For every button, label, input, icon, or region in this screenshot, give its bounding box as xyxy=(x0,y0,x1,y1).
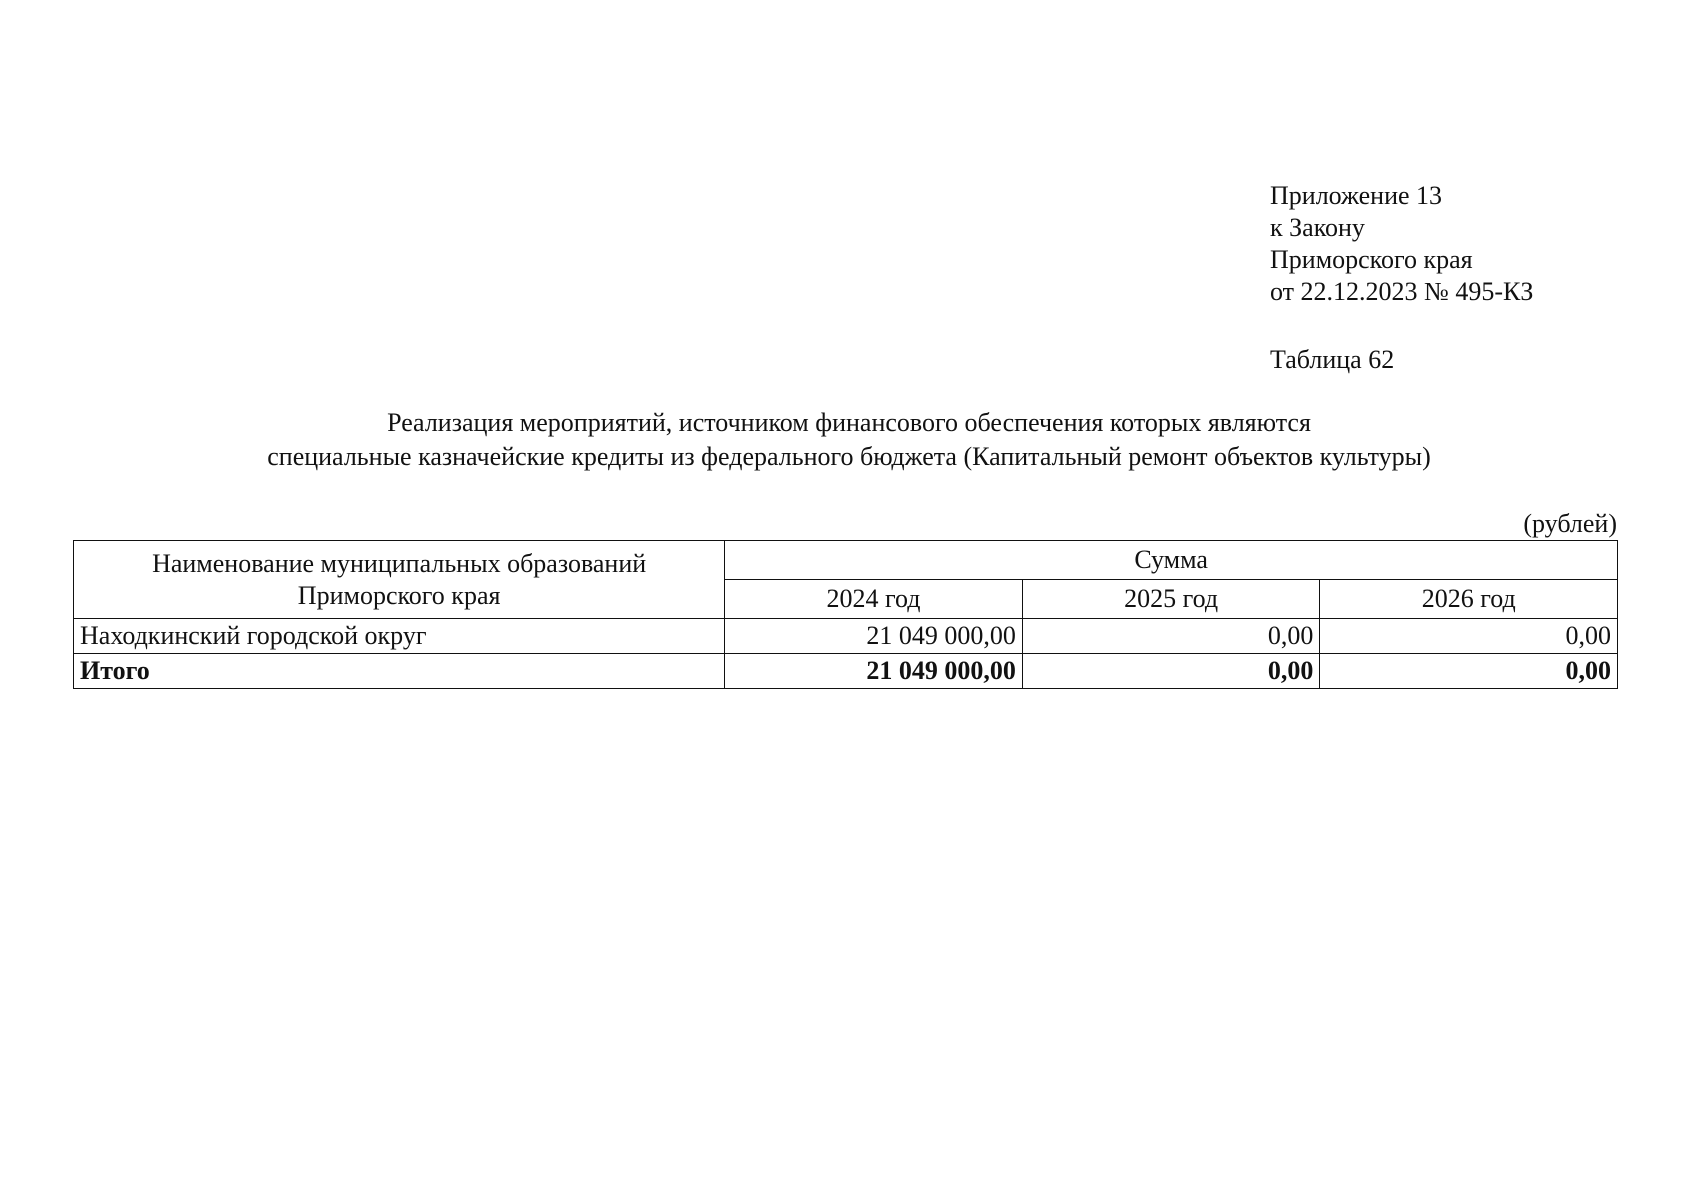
table-row xyxy=(74,619,1618,654)
column-header-year: 2026 год xyxy=(1320,580,1618,619)
total-row xyxy=(74,654,1618,689)
budget-table xyxy=(73,540,1618,689)
table-header-row xyxy=(74,541,1618,580)
total-amount-cell: 0,00 xyxy=(1022,654,1320,689)
amount-cell: 21 049 000,00 xyxy=(725,619,1023,654)
title-line: специальные казначейские кредиты из федерального бюджета (Капитальный ремонт объектов культуры) xyxy=(267,442,1431,471)
total-amount-cell: 0,00 xyxy=(1320,654,1618,689)
table-number: Таблица 62 xyxy=(1270,345,1395,374)
total-label-cell: Итого xyxy=(74,654,725,689)
amount-cell: 0,00 xyxy=(1022,619,1320,654)
total-amount-cell: 21 049 000,00 xyxy=(725,654,1023,689)
appendix-line: к Закону xyxy=(1270,213,1365,242)
appendix-line: Приложение 13 xyxy=(1270,181,1443,210)
document-title xyxy=(0,406,1698,474)
column-header-sum: Сумма xyxy=(725,541,1618,580)
units-label: (рублей) xyxy=(1523,509,1617,538)
municipality-name-cell: Находкинский городской округ xyxy=(74,619,725,654)
appendix-line: Приморского края xyxy=(1270,245,1473,274)
appendix-block xyxy=(1270,180,1533,308)
column-header-line: Приморского края xyxy=(297,580,501,610)
column-header-year: 2025 год xyxy=(1022,580,1320,619)
amount-cell: 0,00 xyxy=(1320,619,1618,654)
appendix-line: от 22.12.2023 № 495-КЗ xyxy=(1270,277,1534,306)
column-header-line: Наименование муниципальных образований xyxy=(152,548,647,578)
title-line: Реализация мероприятий, источником финансового обеспечения которых являются xyxy=(387,408,1311,437)
column-header-municipality xyxy=(74,541,725,619)
column-header-year: 2024 год xyxy=(725,580,1023,619)
